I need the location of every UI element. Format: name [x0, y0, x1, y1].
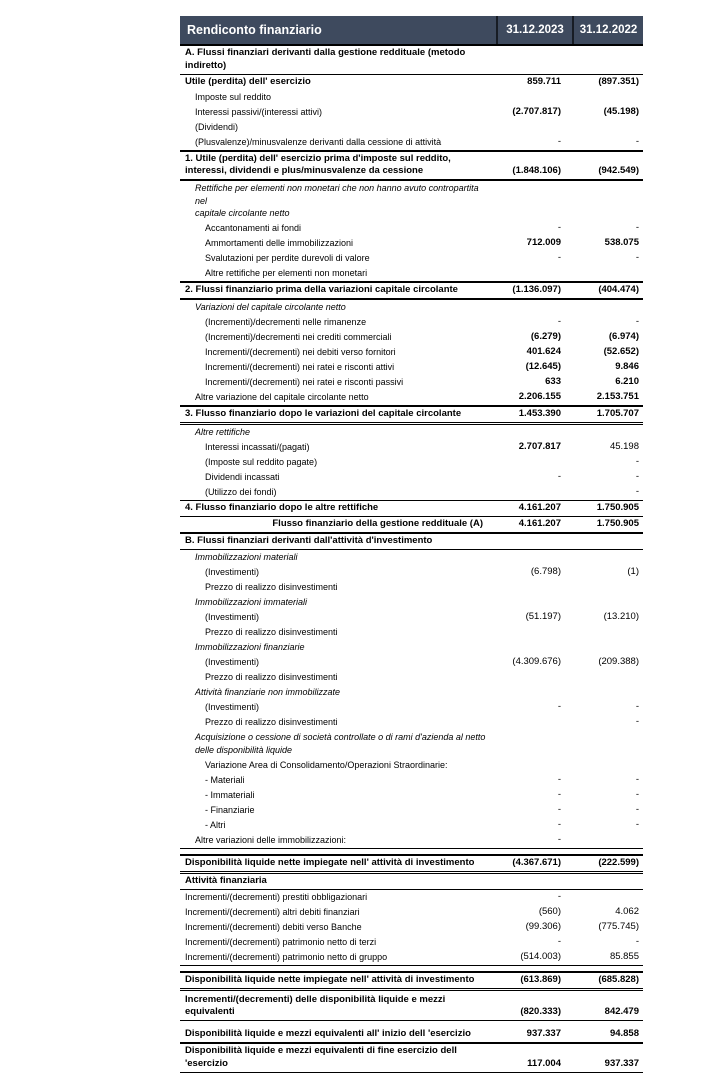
table-row	[180, 470, 643, 485]
value-2022: 85.855	[609, 950, 639, 962]
value-2022: -	[635, 803, 639, 815]
row-label: (Plusvalenze)/minusvalenze derivanti dalla cessione di attività	[195, 136, 442, 147]
value-2023: -	[557, 890, 561, 902]
table-row	[180, 266, 643, 283]
row-label: 2. Flussi finanziario prima della variazioni capitale circolante	[185, 284, 458, 295]
value-2022: (404.474)	[598, 284, 639, 295]
table-row	[180, 90, 643, 105]
value-2023: 633	[545, 376, 561, 387]
row-label: Immobilizzazioni immateriali	[195, 597, 308, 607]
table-row	[180, 345, 643, 360]
value-2022: 937.337	[604, 1057, 639, 1069]
row-label: Dividendi incassati	[205, 472, 280, 482]
table-row	[180, 920, 643, 935]
row-label: Incrementi/(decrementi) nei debiti verso fornitori	[205, 347, 396, 357]
table-row	[180, 788, 643, 803]
table-row	[180, 330, 643, 345]
table-row	[180, 46, 643, 75]
cashflow-table-body	[180, 46, 643, 1073]
row-label: Utile (perdita) dell' esercizio	[185, 75, 311, 87]
value-2022: (222.599)	[598, 856, 639, 868]
table-row	[180, 550, 643, 565]
column-header-2023: 31.12.2023	[496, 16, 572, 44]
row-label: - Finanziarie	[205, 804, 255, 815]
row-label: Altre rettifiche per elementi non monetari	[205, 268, 368, 278]
table-row	[180, 1027, 643, 1044]
row-label: (Investimenti)	[205, 702, 260, 712]
table-row	[180, 833, 643, 849]
row-label: Accantonamenti ai fondi	[205, 223, 302, 233]
row-label: B. Flussi finanziari derivanti dall'attività d'investimento	[185, 535, 433, 546]
row-label: Variazione Area di Consolidamento/Operazioni Straordinarie:	[205, 759, 448, 770]
value-2023: 712.009	[526, 237, 561, 248]
row-label: Disponibilità liquide e mezzi equivalenti all' inizio dell 'esercizio	[185, 1028, 471, 1039]
value-2022: -	[635, 222, 639, 233]
row-label: Incrementi/(decrementi) patrimonio netto di gruppo	[185, 951, 388, 962]
column-header-2022: 31.12.2022	[572, 16, 643, 44]
value-2022: 45.198	[609, 441, 639, 452]
table-row	[180, 890, 643, 905]
table-row	[180, 360, 643, 375]
value-2022: 1.750.905	[596, 518, 639, 529]
row-label: Imposte sul reddito	[195, 91, 272, 102]
table-row	[180, 152, 643, 182]
value-2023: (51.197)	[525, 611, 561, 622]
value-2023: 2.206.155	[518, 391, 561, 402]
value-2023: 4.161.207	[518, 502, 561, 513]
row-label: A. Flussi finanziari derivanti dalla gestione reddituale (metodo indiretto)	[185, 47, 466, 71]
value-2023: 2.707.817	[518, 441, 561, 452]
table-row	[180, 181, 643, 221]
row-label: 4. Flusso finanziario dopo le altre rettifiche	[185, 502, 379, 513]
table-row	[180, 135, 643, 152]
value-2023: (1.136.097)	[512, 284, 561, 295]
value-2022: 538.075	[604, 237, 639, 248]
row-label: Disponibilità liquide nette impiegate nell' attività di investimento	[185, 973, 475, 985]
value-2022: -	[635, 701, 639, 712]
row-label: Altre variazione del capitale circolante netto	[195, 392, 369, 402]
row-label: Disponibilità liquide nette impiegate nell' attività di investimento	[185, 856, 475, 868]
value-2023: -	[557, 773, 561, 785]
value-2023: (6.279)	[530, 331, 561, 342]
table-row	[180, 803, 643, 818]
row-label: Altre variazioni delle immobilizzazioni:	[195, 834, 347, 845]
row-label: Rettifiche per elementi non monetari che non hanno avuto contropartita nel capitale circolante netto	[195, 183, 479, 218]
table-row	[180, 1044, 643, 1073]
row-label: Incrementi/(decrementi) nei ratei e risconti passivi	[205, 377, 404, 387]
value-2023: 4.161.207	[518, 518, 561, 529]
value-2023: 859.711	[527, 75, 561, 87]
value-2022: (685.828)	[598, 973, 639, 985]
row-label: Prezzo di realizzo disinvestimenti	[205, 672, 338, 682]
value-2022: (775.745)	[598, 920, 639, 932]
value-2022: 842.479	[604, 1006, 639, 1017]
row-label: - Materiali	[205, 774, 245, 785]
table-row	[180, 580, 643, 595]
table-row	[180, 565, 643, 580]
value-2022: 4.062	[615, 905, 639, 917]
table-row	[180, 283, 643, 300]
value-2023: (6.798)	[530, 566, 561, 577]
value-2023: 937.337	[526, 1028, 561, 1039]
value-2022: -	[635, 773, 639, 785]
row-label: (Incrementi)/decrementi nelle rimanenze	[205, 317, 367, 327]
value-2022: 1.705.707	[596, 408, 639, 419]
value-2022: 1.750.905	[596, 502, 639, 513]
value-2022: (13.210)	[603, 611, 639, 622]
table-row	[180, 517, 643, 534]
value-2023: (4.367.671)	[512, 856, 561, 868]
table-row	[180, 105, 643, 120]
row-label: - Immateriali	[205, 789, 255, 800]
table-row	[180, 407, 643, 425]
row-label: (Dividendi)	[195, 121, 239, 132]
row-label: Incrementi/(decrementi) nei ratei e risconti attivi	[205, 362, 395, 372]
row-label: (Investimenti)	[205, 567, 260, 577]
row-label: Attività finanziarie non immobilizzate	[195, 687, 341, 697]
table-row	[180, 75, 643, 90]
row-label: Interessi passivi/(interessi attivi)	[195, 106, 323, 117]
table-row	[180, 715, 643, 730]
table-row	[180, 655, 643, 670]
value-2023: -	[557, 833, 561, 845]
table-row	[180, 236, 643, 251]
value-2023: (613.869)	[520, 973, 561, 985]
table-title: Rendiconto finanziario	[187, 23, 322, 37]
table-row	[180, 221, 643, 236]
row-label: (Utilizzo dei fondi)	[205, 487, 277, 497]
row-label: Immobilizzazioni finanziarie	[195, 642, 305, 652]
row-label: (Imposte sul reddito pagate)	[205, 457, 318, 467]
row-label: Incrementi/(decrementi) debiti verso Banche	[185, 921, 362, 932]
value-2023: (1.848.106)	[512, 165, 561, 176]
row-label: Incrementi/(decrementi) altri debiti finanziari	[185, 906, 360, 917]
table-row	[180, 425, 643, 440]
value-2023: 1.453.390	[518, 408, 561, 419]
table-row	[180, 971, 643, 991]
table-row	[180, 993, 643, 1022]
table-row	[180, 935, 643, 950]
value-2022: (52.652)	[603, 346, 639, 357]
value-2023: -	[557, 316, 561, 327]
row-label: Prezzo di realizzo disinvestimenti	[205, 627, 338, 637]
table-row	[180, 455, 643, 470]
value-2023: 117.004	[527, 1057, 561, 1069]
table-row	[180, 375, 643, 390]
table-row	[180, 758, 643, 773]
table-row	[180, 251, 643, 266]
table-row	[180, 440, 643, 455]
table-row	[180, 640, 643, 655]
table-row	[180, 773, 643, 788]
value-2023: -	[557, 471, 561, 482]
table-row	[180, 485, 643, 501]
row-label: Prezzo di realizzo disinvestimenti	[205, 717, 338, 727]
value-2022: 94.858	[609, 1028, 639, 1039]
table-row	[180, 390, 643, 407]
value-2022: (942.549)	[598, 165, 639, 176]
value-2023: (2.707.817)	[512, 105, 561, 117]
table-row	[180, 950, 643, 966]
value-2022: (6.974)	[608, 331, 639, 342]
value-2022: -	[635, 135, 639, 147]
value-2023: (560)	[538, 905, 561, 917]
value-2023: (99.306)	[525, 920, 561, 932]
value-2022: -	[635, 456, 639, 467]
value-2023: -	[557, 788, 561, 800]
row-label: Incrementi/(decrementi) patrimonio netto di terzi	[185, 936, 377, 947]
row-label: (Investimenti)	[205, 612, 260, 622]
table-header-row	[180, 16, 643, 46]
value-2022: (1)	[627, 566, 639, 577]
value-2022: -	[635, 316, 639, 327]
value-2022: (209.388)	[598, 656, 639, 667]
value-2022: -	[635, 252, 639, 263]
table-row	[180, 625, 643, 640]
value-2023: (820.333)	[520, 1006, 561, 1017]
value-2022: -	[635, 935, 639, 947]
value-2023: (514.003)	[520, 950, 561, 962]
value-2023: -	[557, 222, 561, 233]
cashflow-statement-table	[180, 16, 643, 1073]
row-label: (Incrementi)/decrementi nei crediti commerciali	[205, 332, 392, 342]
table-row	[180, 670, 643, 685]
table-row	[180, 854, 643, 874]
value-2023: -	[557, 935, 561, 947]
row-label: Flusso finanziario della gestione reddituale (A)	[272, 518, 483, 529]
row-label: 3. Flusso finanziario dopo le variazioni del capitale circolante	[185, 408, 462, 419]
value-2022: -	[635, 486, 639, 497]
row-label: Prezzo di realizzo disinvestimenti	[205, 582, 338, 592]
value-2022: -	[635, 471, 639, 482]
table-row	[180, 685, 643, 700]
table-row	[180, 730, 643, 758]
row-label: Attività finanziaria	[185, 874, 267, 886]
table-row	[180, 501, 643, 517]
table-row	[180, 818, 643, 833]
row-label: Immobilizzazioni materiali	[195, 552, 298, 562]
value-2022: -	[635, 716, 639, 727]
value-2023: -	[557, 135, 561, 147]
row-label: - Altri	[205, 819, 226, 830]
table-row	[180, 700, 643, 715]
value-2022: 6.210	[615, 376, 639, 387]
row-label: Interessi incassati/(pagati)	[205, 442, 310, 452]
table-row	[180, 610, 643, 625]
value-2023: -	[557, 701, 561, 712]
table-row	[180, 595, 643, 610]
value-2022: -	[635, 788, 639, 800]
row-label: (Investimenti)	[205, 657, 260, 667]
row-label: 1. Utile (perdita) dell' esercizio prima d'imposte sul reddito, interessi, dividendi e plus/minusvalenze da cessione	[185, 152, 451, 176]
table-row	[180, 120, 643, 135]
row-label: Incrementi/(decrementi) delle disponibilità liquide e mezzi equivalenti	[185, 993, 446, 1017]
value-2023: (4.309.676)	[512, 656, 561, 667]
value-2023: -	[557, 252, 561, 263]
value-2022: (897.351)	[598, 75, 639, 87]
value-2023: 401.624	[526, 346, 561, 357]
row-label: Disponibilità liquide e mezzi equivalenti di fine esercizio dell 'esercizio	[185, 1045, 457, 1069]
value-2022: 2.153.751	[596, 391, 639, 402]
table-row	[180, 905, 643, 920]
table-row	[180, 874, 643, 890]
table-row	[180, 315, 643, 330]
row-label: Incrementi/(decrementi) prestiti obbligazionari	[185, 891, 368, 902]
value-2023: -	[557, 818, 561, 830]
table-row	[180, 300, 643, 315]
row-label: Acquisizione o cessione di società controllate o di rami d'azienda al netto delle disponibilità liquide	[195, 732, 486, 755]
value-2023: -	[557, 803, 561, 815]
value-2022: 9.846	[615, 361, 639, 372]
value-2022: -	[635, 818, 639, 830]
table-row	[180, 534, 643, 550]
row-label: Variazioni del capitale circolante netto	[195, 302, 346, 312]
row-label: Svalutazioni per perdite durevoli di valore	[205, 253, 370, 263]
value-2023: (12.645)	[525, 361, 561, 372]
row-label: Ammortamenti delle immobilizzazioni	[205, 238, 354, 248]
value-2022: (45.198)	[603, 105, 639, 117]
row-label: Altre rettifiche	[195, 427, 251, 437]
